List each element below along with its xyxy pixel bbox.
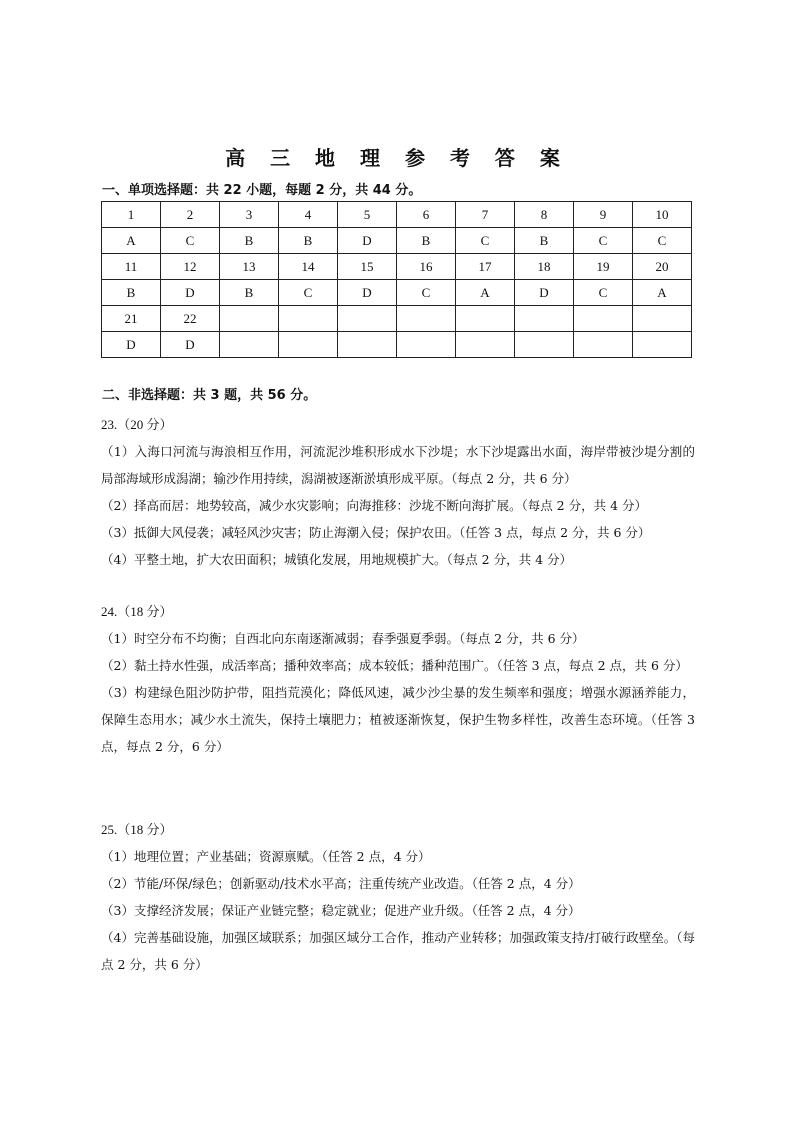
answer-cell: C [633, 228, 692, 254]
answer-item: （3）抵御大风侵袭；减轻风沙灾害；防止海潮入侵；保护农田。（任答 3 点，每点 2 分，共 6 分） [101, 525, 651, 540]
page-title: 高 三 地 理 参 考 答 案 [225, 146, 569, 170]
section-2-heading: 二、非选择题：共 3 题，共 56 分。 [102, 388, 317, 403]
answer-cell: B [515, 228, 574, 254]
question-number-cell [397, 306, 456, 332]
answer-item: （2）黏土持水性强，成活率高；播种效率高；成本较低；播种范围广。（任答 3 点，每点 2 点，共 6 分） [101, 658, 688, 673]
question-number-cell: 20 [633, 254, 692, 280]
answer-cell: C [574, 280, 633, 306]
answer-item: （1）时空分布不均衡；自西北向东南逐渐减弱；春季强夏季弱。（每点 2 分，共 6 分） [101, 631, 585, 646]
answer-item: （2）节能/环保/绿色；创新驱动/技术水平高；注重传统产业改造。（任答 2 点，4 分） [101, 876, 581, 891]
question-number-cell: 22 [161, 306, 220, 332]
answer-table [101, 201, 692, 358]
question-number-cell: 18 [515, 254, 574, 280]
answer-cell [574, 332, 633, 358]
answer-cell [279, 332, 338, 358]
question-number-cell: 4 [279, 202, 338, 228]
question-number-cell: 6 [397, 202, 456, 228]
question-number-cell: 17 [456, 254, 515, 280]
question-number-cell: 2 [161, 202, 220, 228]
question-number-cell [456, 306, 515, 332]
question-title: 23.（20 分） [101, 417, 173, 432]
table-row [102, 332, 692, 358]
question-25 [101, 816, 695, 978]
question-title: 24.（18 分） [101, 604, 173, 619]
question-number-cell: 11 [102, 254, 161, 280]
answer-cell: D [102, 332, 161, 358]
answer-item: （3）支撑经济发展；保证产业链完整；稳定就业；促进产业升级。（任答 2 点，4 分） [101, 903, 581, 918]
answer-cell: A [633, 280, 692, 306]
answer-cell: D [515, 280, 574, 306]
table-row [102, 202, 692, 228]
answer-item: （4）平整土地，扩大农田面积；城镇化发展，用地规模扩大。（每点 2 分，共 4 分） [101, 552, 573, 567]
answer-cell: C [397, 280, 456, 306]
question-number-cell: 5 [338, 202, 397, 228]
question-number-cell: 16 [397, 254, 456, 280]
answer-cell [515, 332, 574, 358]
answer-cell: C [279, 280, 338, 306]
answer-cell: D [338, 228, 397, 254]
answer-cell: C [574, 228, 633, 254]
answer-cell [397, 332, 456, 358]
answer-item: （3）构建绿色阻沙防护带，阻挡荒漠化；降低风速，减少沙尘暴的发生频率和强度；增强水源涵养能力，保障生态用水；减少水土流失，保持土壤肥力；植被逐渐恢复，保护生物多样性，改善生态环境。（任答 3 点，每点 2 分，6 分） [101, 685, 695, 754]
answer-cell: C [161, 228, 220, 254]
question-number-cell: 7 [456, 202, 515, 228]
answer-cell: C [456, 228, 515, 254]
question-23 [101, 411, 695, 573]
answer-cell [220, 332, 279, 358]
question-number-cell [338, 306, 397, 332]
answer-cell: D [161, 280, 220, 306]
question-number-cell [633, 306, 692, 332]
answer-cell: A [456, 280, 515, 306]
question-number-cell: 21 [102, 306, 161, 332]
answer-cell: D [338, 280, 397, 306]
question-title: 25.（18 分） [101, 822, 173, 837]
question-number-cell [279, 306, 338, 332]
question-number-cell: 13 [220, 254, 279, 280]
question-number-cell [574, 306, 633, 332]
answer-cell: B [397, 228, 456, 254]
answer-item: （1）入海口河流与海浪相互作用，河流泥沙堆积形成水下沙堤；水下沙堤露出水面，海岸带被沙堤分割的局部海域形成潟湖；输沙作用持续，潟湖被逐渐淤填形成平原。（每点 2 分，共 6 分） [101, 444, 695, 486]
answer-cell [338, 332, 397, 358]
table-row [102, 306, 692, 332]
answer-item: （4）完善基础设施，加强区域联系；加强区域分工合作，推动产业转移；加强政策支持/打破行政壁垒。（每点 2 分，共 6 分） [101, 930, 695, 972]
question-number-cell: 14 [279, 254, 338, 280]
question-number-cell: 3 [220, 202, 279, 228]
answer-item: （2）择高而居：地势较高，减少水灾影响；向海推移：沙垅不断向海扩展。（每点 2 分，共 4 分） [101, 498, 648, 513]
question-number-cell: 9 [574, 202, 633, 228]
question-number-cell [220, 306, 279, 332]
table-row [102, 280, 692, 306]
answer-cell: B [102, 280, 161, 306]
answer-cell: D [161, 332, 220, 358]
answer-cell: A [102, 228, 161, 254]
answer-cell [456, 332, 515, 358]
question-number-cell: 8 [515, 202, 574, 228]
question-number-cell: 19 [574, 254, 633, 280]
answer-cell [633, 332, 692, 358]
question-number-cell: 12 [161, 254, 220, 280]
question-number-cell [515, 306, 574, 332]
answer-item: （1）地理位置；产业基础；资源禀赋。（任答 2 点，4 分） [101, 849, 431, 864]
table-row [102, 254, 692, 280]
question-number-cell: 15 [338, 254, 397, 280]
answer-cell: B [279, 228, 338, 254]
table-row [102, 228, 692, 254]
answer-cell: B [220, 228, 279, 254]
section-1-heading: 一、单项选择题：共 22 小题，每题 2 分，共 44 分。 [102, 183, 422, 198]
question-number-cell: 1 [102, 202, 161, 228]
question-24 [101, 598, 695, 760]
answer-cell: B [220, 280, 279, 306]
question-number-cell: 10 [633, 202, 692, 228]
